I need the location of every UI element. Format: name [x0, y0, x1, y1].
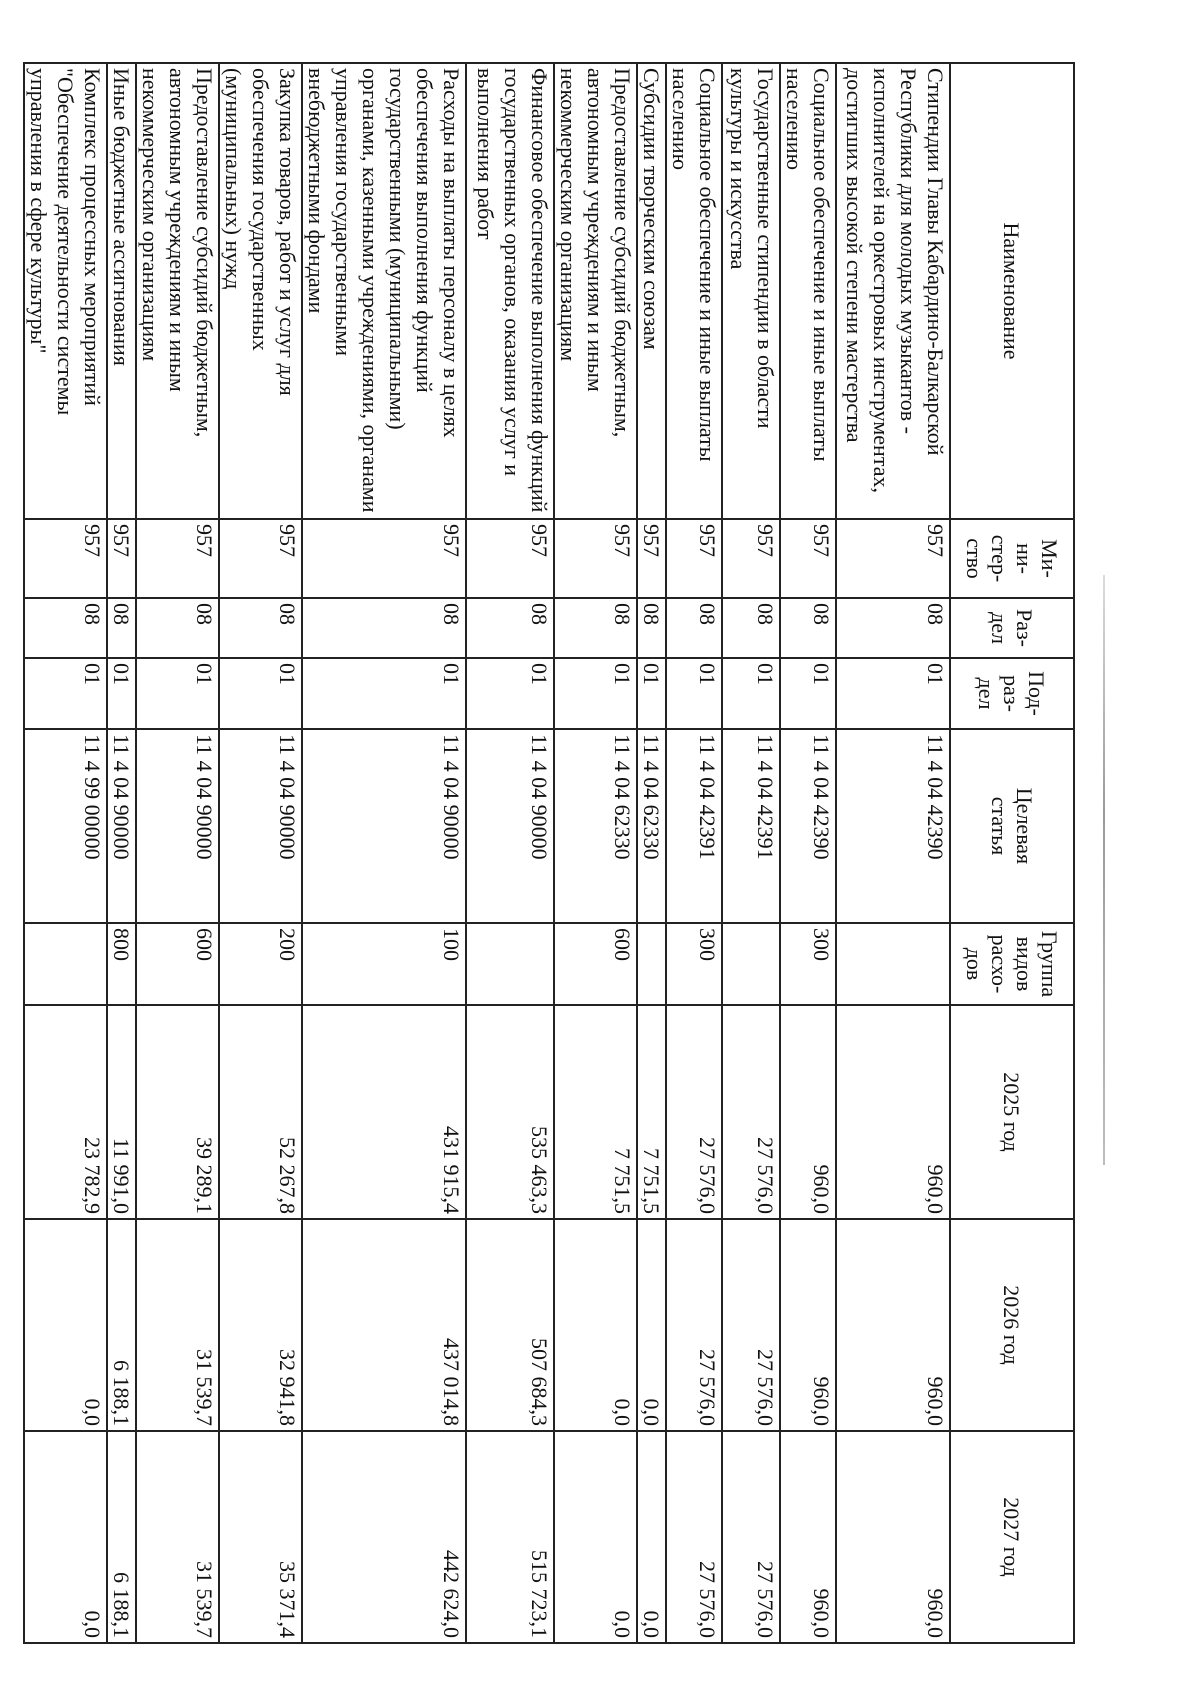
cell-ministry: 957 [666, 519, 722, 598]
cell-name: Комплекс процессных мероприятий "Обеспечение деятельности системы управления в сфере культуры" [24, 63, 107, 519]
cell-section: 08 [637, 598, 666, 658]
cell-subsection: 01 [466, 658, 554, 729]
cell-2027: 0,0 [24, 1431, 107, 1643]
header-name: Наименование [950, 63, 1074, 519]
cell-section: 08 [107, 598, 136, 658]
cell-group: 100 [302, 923, 466, 1005]
cell-target: 11 4 04 42391 [722, 729, 780, 923]
table-row [554, 63, 637, 1643]
cell-subsection: 01 [554, 658, 637, 729]
cell-2025: 23 782,9 [24, 1005, 107, 1219]
cell-name: Государственные стипендии в области культуры и искусства [722, 63, 780, 519]
cell-2027: 35 371,4 [219, 1431, 302, 1643]
cell-2025: 11 991,0 [107, 1005, 136, 1219]
cell-2027: 960,0 [780, 1431, 836, 1643]
cell-ministry: 957 [722, 519, 780, 598]
cell-group: 200 [219, 923, 302, 1005]
header-target: Целевая статья [950, 729, 1074, 923]
header-subsection: Под- раз- дел [950, 658, 1074, 729]
cell-ministry: 957 [219, 519, 302, 598]
cell-subsection: 01 [780, 658, 836, 729]
table-row [722, 63, 780, 1643]
cell-2027: 0,0 [554, 1431, 637, 1643]
cell-name: Предоставление субсидий бюджетным, автономным учреждениям и иным некоммерческим организациям [554, 63, 637, 519]
header-group: Группа видов расхо- дов [950, 923, 1074, 1005]
header-2027: 2027 год [950, 1431, 1074, 1643]
cell-2026: 960,0 [780, 1219, 836, 1431]
cell-section: 08 [722, 598, 780, 658]
cell-2026: 0,0 [637, 1219, 666, 1431]
cell-section: 08 [780, 598, 836, 658]
header-ministry: Ми- ни- стер- ство [950, 519, 1074, 598]
cell-ministry: 957 [24, 519, 107, 598]
cell-ministry: 957 [136, 519, 219, 598]
cell-name: Социальное обеспечение и иные выплаты населению [666, 63, 722, 519]
cell-target: 11 4 04 42390 [836, 729, 950, 923]
cell-name: Субсидии творческим союзам [637, 63, 666, 519]
table-row [836, 63, 950, 1643]
cell-2026: 27 576,0 [666, 1219, 722, 1431]
cell-group [466, 923, 554, 1005]
cell-subsection: 01 [136, 658, 219, 729]
cell-2026: 437 014,8 [302, 1219, 466, 1431]
cell-section: 08 [219, 598, 302, 658]
cell-2025: 431 915,4 [302, 1005, 466, 1219]
cell-name: Социальное обеспечение и иные выплаты населению [780, 63, 836, 519]
cell-subsection: 01 [219, 658, 302, 729]
cell-section: 08 [666, 598, 722, 658]
cell-2027: 0,0 [637, 1431, 666, 1643]
table-row [219, 63, 302, 1643]
cell-2027: 960,0 [836, 1431, 950, 1643]
cell-group [722, 923, 780, 1005]
cell-ministry: 957 [836, 519, 950, 598]
cell-name: Стипендии Главы Кабардино-Балкарской Республики для молодых музыкантов - исполнителей на оркестровых инструментах, достигших высокой степени мастерства [836, 63, 950, 519]
cell-2027: 442 624,0 [302, 1431, 466, 1643]
rotated-table-wrapper [26, 62, 1075, 1642]
cell-ministry: 957 [466, 519, 554, 598]
cell-subsection: 01 [302, 658, 466, 729]
cell-group [24, 923, 107, 1005]
cell-ministry: 957 [554, 519, 637, 598]
cell-2025: 7 751,5 [554, 1005, 637, 1219]
cell-name: Иные бюджетные ассигнования [107, 63, 136, 519]
cell-2025: 27 576,0 [722, 1005, 780, 1219]
cell-2027: 27 576,0 [722, 1431, 780, 1643]
cell-target: 11 4 04 90000 [466, 729, 554, 923]
cell-group: 300 [666, 923, 722, 1005]
header-2026: 2026 год [950, 1219, 1074, 1431]
cell-2026: 507 684,3 [466, 1219, 554, 1431]
cell-2026: 960,0 [836, 1219, 950, 1431]
cell-name: Закупка товаров, работ и услуг для обеспечения государственных (муниципальных) нужд [219, 63, 302, 519]
cell-2026: 0,0 [554, 1219, 637, 1431]
cell-2025: 535 463,3 [466, 1005, 554, 1219]
cell-group: 600 [554, 923, 637, 1005]
cell-target: 11 4 04 90000 [302, 729, 466, 923]
cell-subsection: 01 [666, 658, 722, 729]
cell-2027: 27 576,0 [666, 1431, 722, 1643]
cell-section: 08 [302, 598, 466, 658]
cell-target: 11 4 04 62330 [637, 729, 666, 923]
table-row [780, 63, 836, 1643]
header-2025: 2025 год [950, 1005, 1074, 1219]
cell-2025: 39 289,1 [136, 1005, 219, 1219]
cell-2025: 52 267,8 [219, 1005, 302, 1219]
cell-target: 11 4 99 00000 [24, 729, 107, 923]
cell-subsection: 01 [107, 658, 136, 729]
cell-target: 11 4 04 90000 [107, 729, 136, 923]
cell-section: 08 [136, 598, 219, 658]
cell-2027: 515 723,1 [466, 1431, 554, 1643]
scan-edge-line [1103, 575, 1105, 1165]
cell-2027: 31 539,7 [136, 1431, 219, 1643]
cell-target: 11 4 04 62330 [554, 729, 637, 923]
cell-target: 11 4 04 90000 [219, 729, 302, 923]
cell-group: 300 [780, 923, 836, 1005]
cell-section: 08 [836, 598, 950, 658]
table-row [107, 63, 136, 1643]
table-row [302, 63, 466, 1643]
cell-subsection: 01 [24, 658, 107, 729]
budget-table [23, 62, 1075, 1644]
cell-group: 600 [136, 923, 219, 1005]
cell-2025: 27 576,0 [666, 1005, 722, 1219]
cell-2025: 960,0 [836, 1005, 950, 1219]
cell-name: Финансовое обеспечение выполнения функций государственных органов, оказания услуг и выполнения работ [466, 63, 554, 519]
cell-target: 11 4 04 90000 [136, 729, 219, 923]
header-row [950, 63, 1074, 1643]
cell-2026: 32 941,8 [219, 1219, 302, 1431]
table-row [136, 63, 219, 1643]
cell-2026: 27 576,0 [722, 1219, 780, 1431]
cell-target: 11 4 04 42391 [666, 729, 722, 923]
cell-section: 08 [554, 598, 637, 658]
cell-ministry: 957 [302, 519, 466, 598]
cell-subsection: 01 [637, 658, 666, 729]
cell-2026: 6 188,1 [107, 1219, 136, 1431]
cell-section: 08 [24, 598, 107, 658]
cell-group [836, 923, 950, 1005]
cell-name: Предоставление субсидий бюджетным, автономным учреждениям и иным некоммерческим организациям [136, 63, 219, 519]
cell-target: 11 4 04 42390 [780, 729, 836, 923]
cell-2026: 0,0 [24, 1219, 107, 1431]
table-row [637, 63, 666, 1643]
cell-2027: 6 188,1 [107, 1431, 136, 1643]
cell-2026: 31 539,7 [136, 1219, 219, 1431]
cell-ministry: 957 [780, 519, 836, 598]
table-row [666, 63, 722, 1643]
cell-section: 08 [466, 598, 554, 658]
cell-group [637, 923, 666, 1005]
cell-ministry: 957 [107, 519, 136, 598]
cell-ministry: 957 [637, 519, 666, 598]
cell-name: Расходы на выплаты персоналу в целях обеспечения выполнения функций государственными (муниципальными) органами, казенными учреждениями, органами управления государственными внебюджетными фондами [302, 63, 466, 519]
cell-subsection: 01 [722, 658, 780, 729]
header-section: Раз- дел [950, 598, 1074, 658]
table-row [24, 63, 107, 1643]
cell-2025: 7 751,5 [637, 1005, 666, 1219]
cell-2025: 960,0 [780, 1005, 836, 1219]
cell-group: 800 [107, 923, 136, 1005]
table-row [466, 63, 554, 1643]
cell-subsection: 01 [836, 658, 950, 729]
